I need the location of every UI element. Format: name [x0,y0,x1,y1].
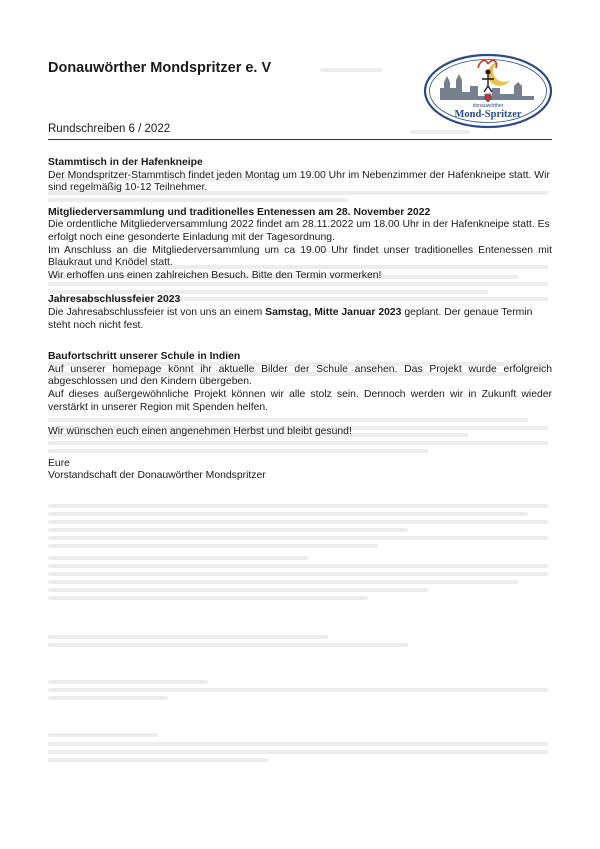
paragraph [48,307,552,332]
header-divider [48,139,552,140]
circular-number: Rundschreiben 6 / 2022 [48,123,171,135]
organization-name: Donauwörther Mondspritzer e. V [48,60,272,76]
paragraph: Auf unserer homepage könnt ihr aktuelle Bilder der Schule ansehen. Das Projekt wurde erfolgreich abgeschlossen und den Kindern übergeben. [48,363,552,388]
highlighted-date: Samstag, Mitte Januar 2023 [265,306,402,318]
text-part: geplant. Der genaue Termin steht noch nicht fest. [48,306,533,331]
section-title: Jahresabschlussfeier 2023 [48,294,181,306]
letter-body [48,157,552,483]
svg-text:donauwörther: donauwörther [472,103,504,109]
paragraph: Im Anschluss an die Mitgliederversammlung um ca 19.00 Uhr findet unser traditionelles Entenessen mit Blaukraut und Knödel statt. [48,244,552,269]
text-part: Die Jahresabschlussfeier ist von uns an einem [48,306,266,318]
section-schule-indien [48,351,552,414]
paragraph: Auf dieses außergewöhnliche Projekt können wir alle stolz sein. Dennoch werden wir in Zukunft wieder verstärkt in unserer Region mit Spenden helfen. [48,388,552,413]
section-stammtisch [48,157,552,195]
closing-wish: Wir wünschen euch einen angenehmen Herbst und bleibt gesund! [48,426,352,438]
mondspritzer-logo [422,52,554,130]
section-jahresabschlussfeier [48,294,552,332]
paragraph: Die ordentliche Mitgliederversammlung 2022 findet am 28.11.2022 um 18.00 Uhr in der Hafenkneipe statt. Es erfolgt noch eine gesonderte Einladung mit der Tagesordnung. [48,219,550,243]
section-title: Baufortschritt unserer Schule in Indien [48,351,241,363]
signature: Vorstandschaft der Donauwörther Mondspritzer [48,470,266,482]
closing-greeting: Eure [48,457,70,469]
section-mitgliederversammlung [48,207,552,283]
paragraph: Wir erhoffen uns einen zahlreichen Besuch. Bitte den Termin vormerken! [48,269,382,281]
paragraph: Der Mondspritzer-Stammtisch findet jeden Montag um 19.00 Uhr im Nebenzimmer der Hafenkneipe statt. Wir sind regelmäßig 10-12 Teilnehmer. [48,169,550,194]
section-title: Stammtisch in der Hafenkneipe [48,157,203,168]
svg-text:Mond-Spritzer: Mond-Spritzer [454,109,522,120]
section-title: Mitgliederversammlung und traditionelles Entenessen am 28. November 2022 [48,206,431,218]
